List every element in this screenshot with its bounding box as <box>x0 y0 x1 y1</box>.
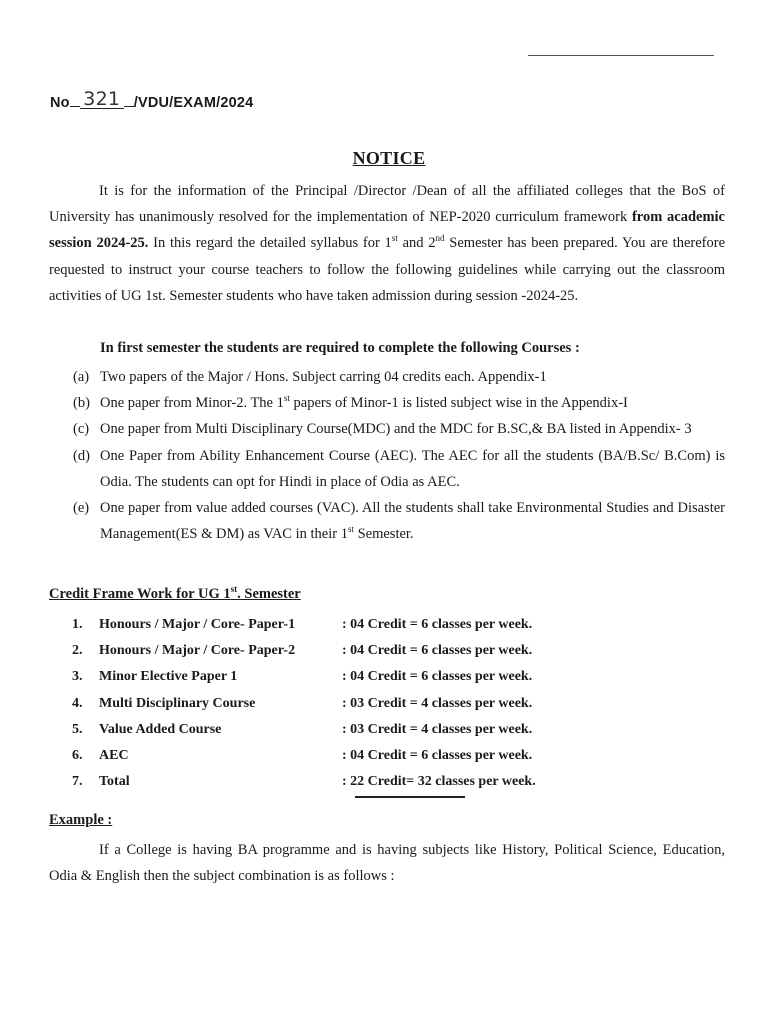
row-number: 1. <box>72 617 83 632</box>
row-value: : 22 Credit= 32 classes per week. <box>342 774 536 790</box>
ref-blank-line <box>124 106 134 107</box>
intro-sup-2: nd <box>435 233 445 244</box>
row-value: : 03 Credit = 4 classes per week. <box>342 695 533 711</box>
row-course: Minor Elective Paper 1 <box>99 669 238 685</box>
row-course: Multi Disciplinary Course <box>99 695 256 711</box>
row-number: 7. <box>72 774 83 790</box>
row-number: 3. <box>72 669 83 685</box>
intro-bold-session: from academic session 2024-25. <box>49 209 725 252</box>
item-text-part: papers of Minor-1 is listed subject wise in the Appendix-I <box>289 395 628 412</box>
item-label: (e) <box>73 500 90 517</box>
item-text-part: One paper from Minor-2. The 1 <box>100 395 284 412</box>
header-rule <box>528 55 714 56</box>
row-number: 5. <box>72 721 83 737</box>
item-label: (c) <box>73 421 90 438</box>
row-number: 2. <box>72 643 83 659</box>
row-value: : 04 Credit = 6 classes per week. <box>342 643 533 659</box>
row-course: Value Added Course <box>99 721 222 737</box>
row-number: 6. <box>72 747 83 763</box>
item-text-part: One paper from value added courses (VAC). All the students shall take Environmental Studies and Disaster Management(ES & DM) as VAC in their 1 <box>100 500 725 543</box>
credit-heading-text: . Semester <box>237 586 301 602</box>
courses-list <box>73 364 725 547</box>
intro-paragraph <box>49 178 725 309</box>
item-text-part: Semester. <box>353 526 414 543</box>
reference-number <box>50 88 254 111</box>
item-label: (d) <box>73 447 90 464</box>
item-sup: st <box>347 524 354 535</box>
credit-framework-heading <box>49 586 301 603</box>
row-value: : 04 Credit = 6 classes per week. <box>342 669 533 685</box>
table-row <box>72 638 632 664</box>
row-value: : 04 Credit = 6 classes per week. <box>342 747 533 763</box>
notice-title: NOTICE <box>352 148 426 168</box>
table-row <box>72 717 632 743</box>
item-text <box>100 390 725 416</box>
courses-heading: In first semester the students are required to complete the following Courses : <box>100 340 580 356</box>
list-item <box>73 443 725 495</box>
row-course: Honours / Major / Core- Paper-2 <box>99 643 296 659</box>
ref-handwritten-number: 321 <box>80 90 124 109</box>
credit-heading-text: Credit Frame Work for UG 1 <box>49 586 231 602</box>
credit-table <box>72 612 632 795</box>
row-course: AEC <box>99 747 129 763</box>
credit-heading-sup: st <box>230 584 238 595</box>
item-text <box>100 495 725 547</box>
row-course: Honours / Major / Core- Paper-1 <box>99 617 296 632</box>
item-text: One paper from Multi Disciplinary Course(MDC) and the MDC for B.SC,& BA listed in Appendix- 3 <box>100 421 692 438</box>
row-value: : 04 Credit = 6 classes per week. <box>342 617 533 632</box>
list-item <box>73 390 725 416</box>
table-row <box>72 743 632 769</box>
item-text: One Paper from Ability Enhancement Course (AEC). The AEC for all the students (BA/B.Sc/ B.Com) is Odia. The students can opt for Hindi in place of Odia as AEC. <box>100 447 725 490</box>
ref-suffix: /VDU/EXAM/2024 <box>133 95 254 111</box>
item-text: Two papers of the Major / Hons. Subject carring 04 credits each. Appendix-1 <box>100 369 547 385</box>
item-label: (a) <box>73 369 90 385</box>
table-row <box>72 612 632 638</box>
ref-blank-line <box>70 106 80 107</box>
row-value: : 03 Credit = 4 classes per week. <box>342 721 533 737</box>
table-row <box>72 664 632 690</box>
ref-prefix: No <box>50 95 70 111</box>
example-heading: Example : <box>49 812 113 828</box>
item-sup: st <box>283 393 290 404</box>
example-text: If a College is having BA programme and is having subjects like History, Political Science, Education, Odia & English then the subject combination is as follows : <box>49 842 725 885</box>
example-paragraph <box>49 837 725 889</box>
intro-text-2b: and 2 <box>397 235 436 252</box>
total-underline <box>355 796 465 798</box>
intro-text-2a: In this regard the detailed syllabus for 1 <box>148 235 392 252</box>
item-label: (b) <box>73 395 90 412</box>
intro-text-3: Semester has been prepared. You are therefore requested to instruct your course teachers to follow the following guidelines while carrying out the classroom activities of UG 1st. Semester students who have taken admission during session -2024-25. <box>49 235 725 304</box>
list-item <box>73 495 725 547</box>
table-row <box>72 769 632 795</box>
list-item <box>73 416 725 442</box>
intro-sup-1: st <box>391 233 398 244</box>
list-item <box>73 364 725 390</box>
row-number: 4. <box>72 695 83 711</box>
table-row <box>72 691 632 717</box>
row-course: Total <box>99 774 130 790</box>
intro-text-1: It is for the information of the Principal /Director /Dean of all the affiliated colleges that the BoS of University has unanimously resolved for the implementation of NEP-2020 curriculum framework <box>49 183 725 226</box>
